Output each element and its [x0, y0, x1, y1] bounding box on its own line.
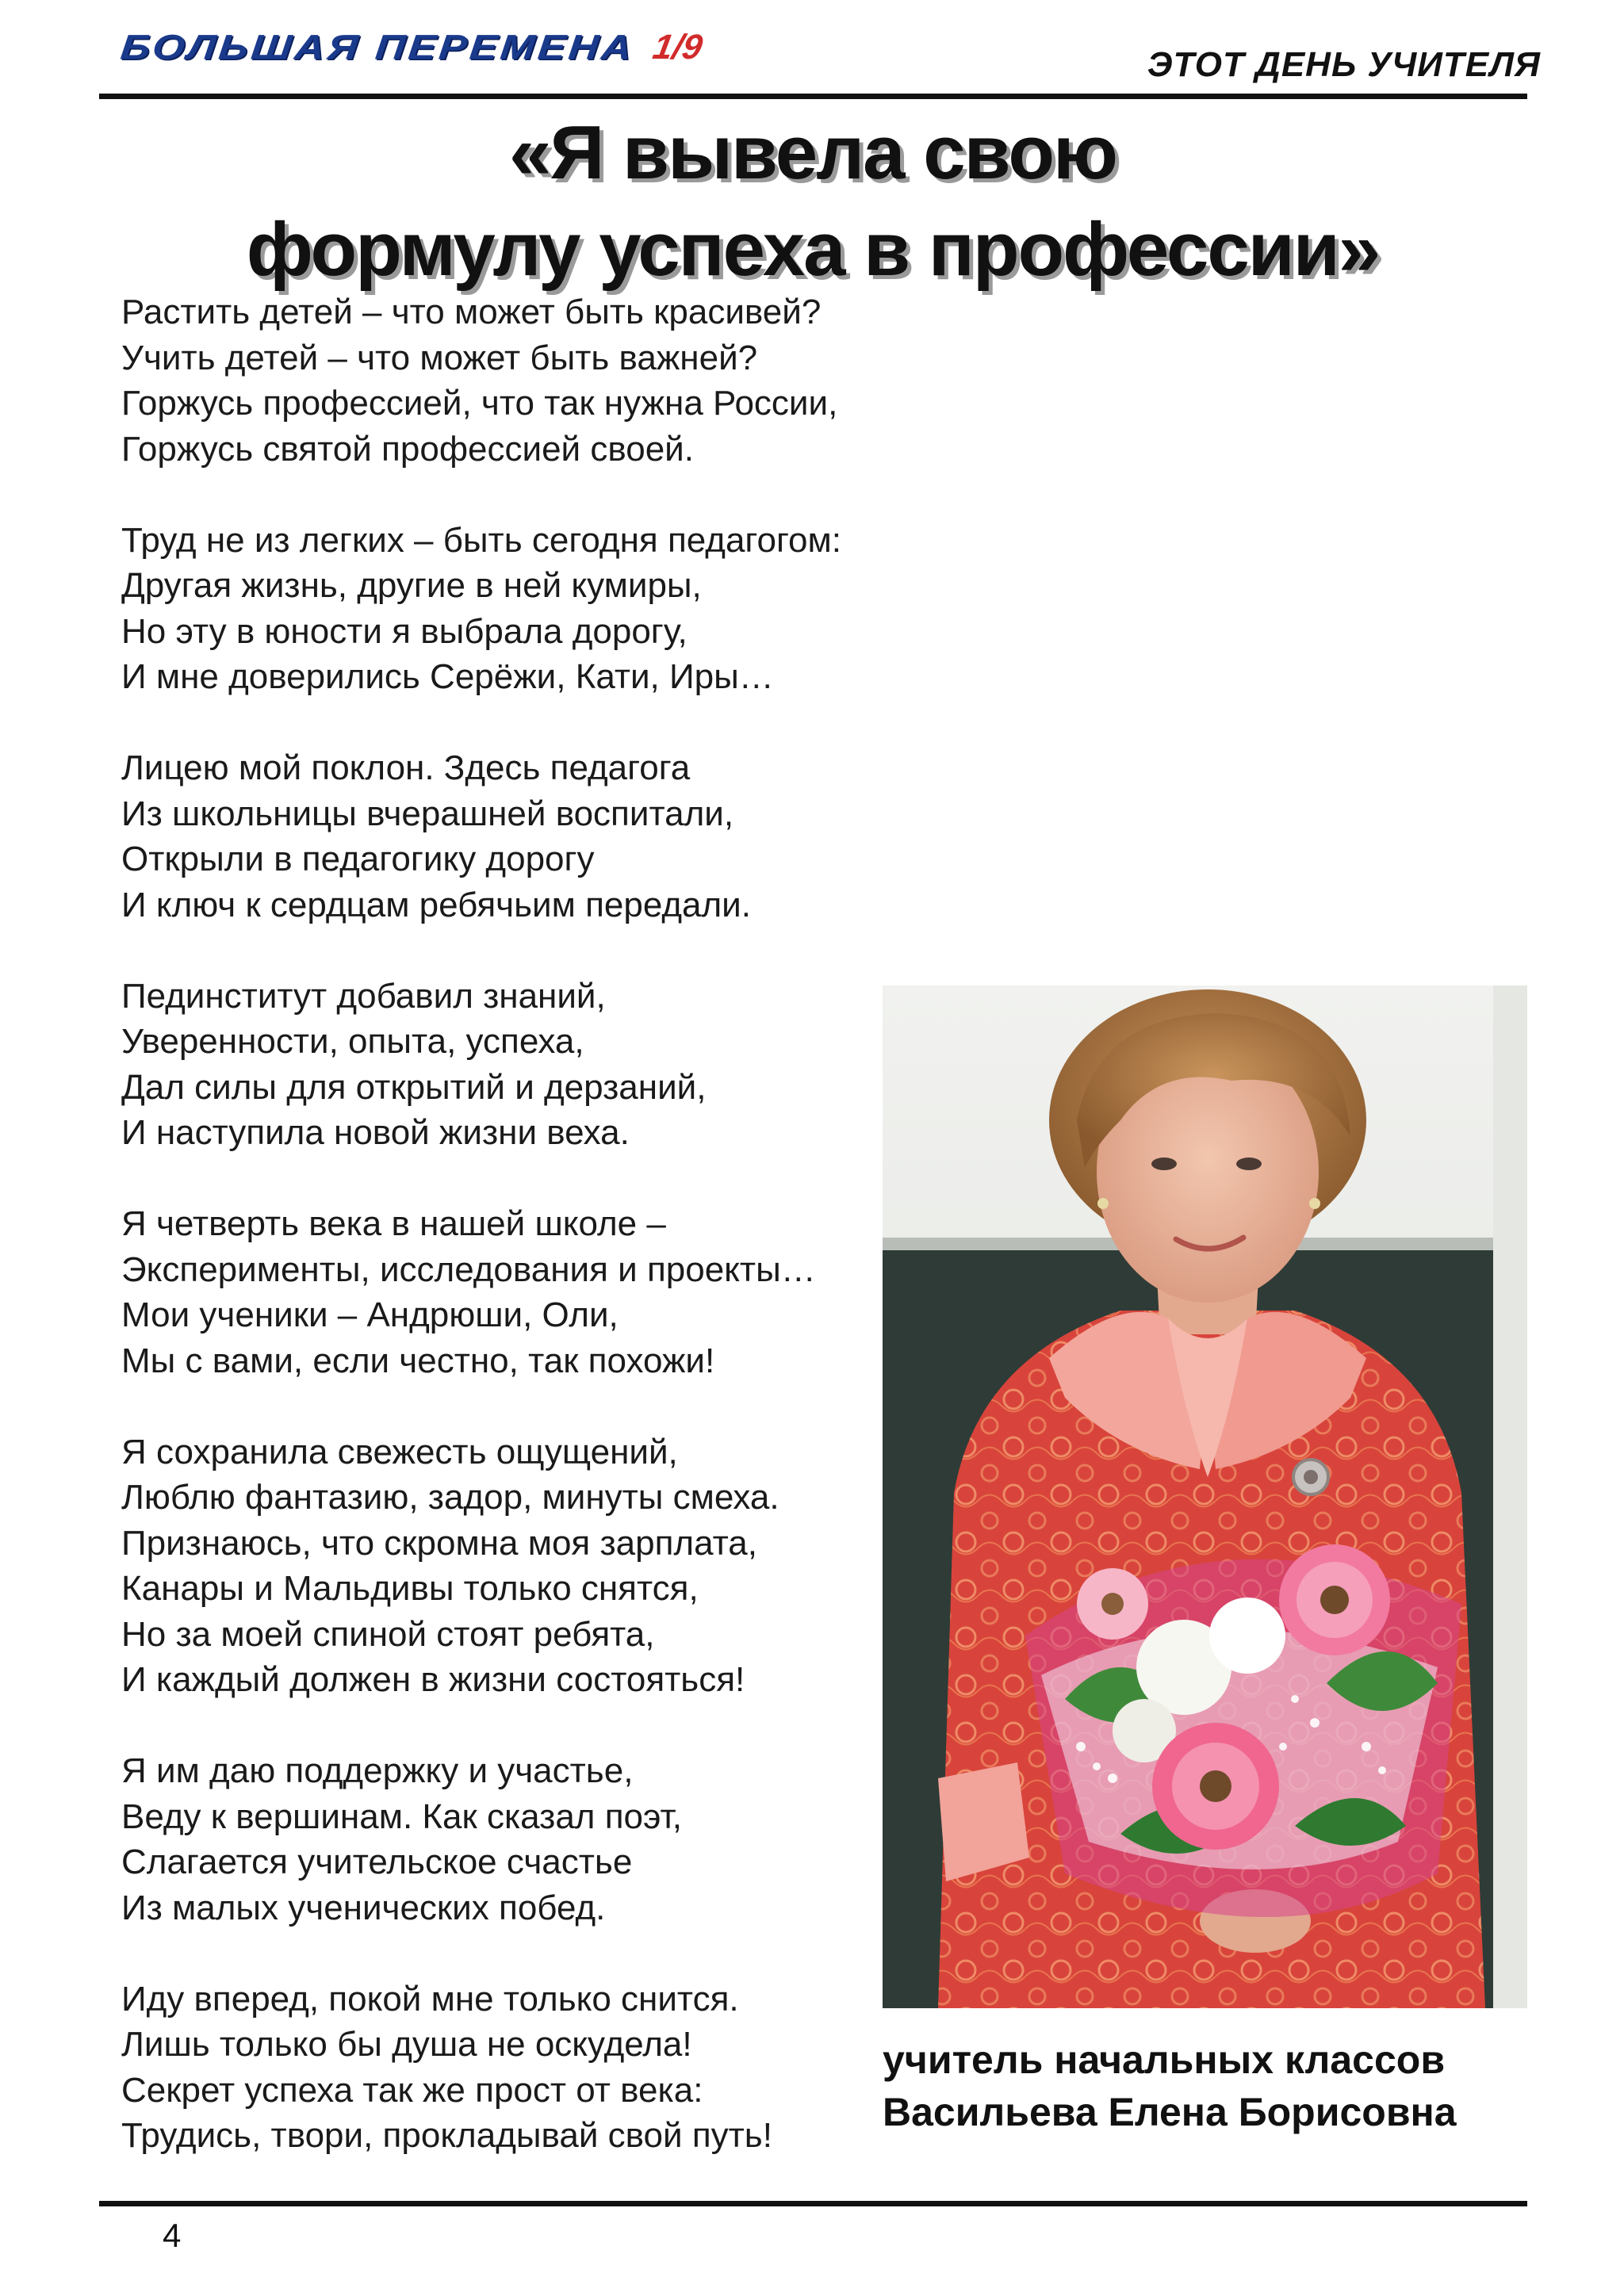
poem-line: Иду вперед, покой мне только снится. [121, 1979, 739, 2019]
issue-number: 1/9 [649, 28, 706, 67]
poem-line: Признаюсь, что скромна моя зарплата, [121, 1523, 757, 1563]
poem-line: Мы с вами, если честно, так похожи! [121, 1341, 715, 1380]
poem-line: Лишь только бы душа не оскудела! [121, 2025, 692, 2064]
stanza [121, 1201, 898, 1383]
poem-line: Из малых ученических побед. [121, 1888, 606, 1927]
poem-line: И мне доверились Серёжи, Кати, Иры… [121, 657, 774, 696]
poem-line: Горжусь профессией, что так нужна России, [121, 384, 838, 423]
stanza [121, 1429, 898, 1703]
headline-line-2: формулу успеха в профессии» [246, 207, 1380, 292]
stanza [121, 1976, 898, 2159]
stanza [121, 974, 898, 1156]
stanza [121, 289, 898, 472]
poem-line: Открыли в педагогику дорогу [121, 840, 595, 878]
headline [99, 105, 1526, 298]
caption-name: Васильева Елена Борисовна [883, 2090, 1457, 2134]
poem-line: Эксперименты, исследования и проекты… [121, 1249, 816, 1289]
bottom-divider [99, 2201, 1527, 2206]
caption-role: учитель начальных классов [883, 2038, 1446, 2082]
poem-line: И каждый должен в жизни состояться! [121, 1660, 745, 1699]
masthead [118, 24, 706, 67]
poem-line: Веду к вершинам. Как сказал поэт, [121, 1797, 682, 1836]
poem-line: Я им даю поддержку и участье, [121, 1751, 634, 1790]
poem-line: Но за моей спиной стоят ребята, [121, 1614, 655, 1654]
poem-line: Дал силы для открытий и дерзаний, [121, 1067, 707, 1107]
poem-line: Но эту в юности я выбрала дорогу, [121, 611, 688, 651]
poem-line: Труд не из легких – быть сегодня педагогом: [121, 520, 841, 560]
poem-line: Из школьницы вчерашней воспитали, [121, 794, 734, 833]
photo-caption [883, 2034, 1557, 2138]
poem-line: Пединститут добавил знаний, [121, 976, 606, 1016]
poem-line: И ключ к сердцам ребячьим передали. [121, 885, 751, 924]
stanza [121, 518, 898, 700]
poem-line: Я сохранила свежесть ощущений, [121, 1432, 678, 1471]
top-divider [99, 94, 1527, 99]
poem-line: Канары и Мальдивы только снятся, [121, 1569, 699, 1608]
poem-line: Другая жизнь, другие в ней кумиры, [121, 566, 702, 605]
page-number: 4 [163, 2217, 182, 2254]
poem-line: Уверенности, опыта, успеха, [121, 1022, 584, 1061]
poem-line: Секрет успеха так же прост от века: [121, 2070, 703, 2110]
poem-line: Растить детей – что может быть красивей? [121, 293, 822, 331]
section-title: ЭТОТ ДЕНЬ УЧИТЕЛЯ [1147, 45, 1541, 84]
poem-line: Слагается учительское счастье [121, 1843, 633, 1881]
poem-line: Люблю фантазию, задор, минуты смеха. [121, 1478, 779, 1517]
masthead-name: БОЛЬШАЯ ПЕРЕМЕНА [118, 28, 637, 67]
poem-line: Лицею мой поклон. Здесь педагога [121, 748, 691, 787]
poem-line: И наступила новой жизни веха. [121, 1113, 630, 1152]
poem-line: Трудись, твори, прокладывай свой путь! [121, 2116, 772, 2155]
poem-line: Я четверть века в нашей школе – [121, 1204, 666, 1243]
poem [121, 289, 898, 2159]
stanza [121, 745, 898, 928]
poem-line: Мои ученики – Андрюши, Оли, [121, 1295, 619, 1334]
stanza [121, 1748, 898, 1931]
poem-line: Учить детей – что может быть важней? [121, 338, 758, 377]
poem-line: Горжусь святой профессией своей. [121, 429, 694, 469]
teacher-photo [883, 985, 1527, 2008]
headline-line-1: «Я вывела свою [508, 110, 1116, 195]
